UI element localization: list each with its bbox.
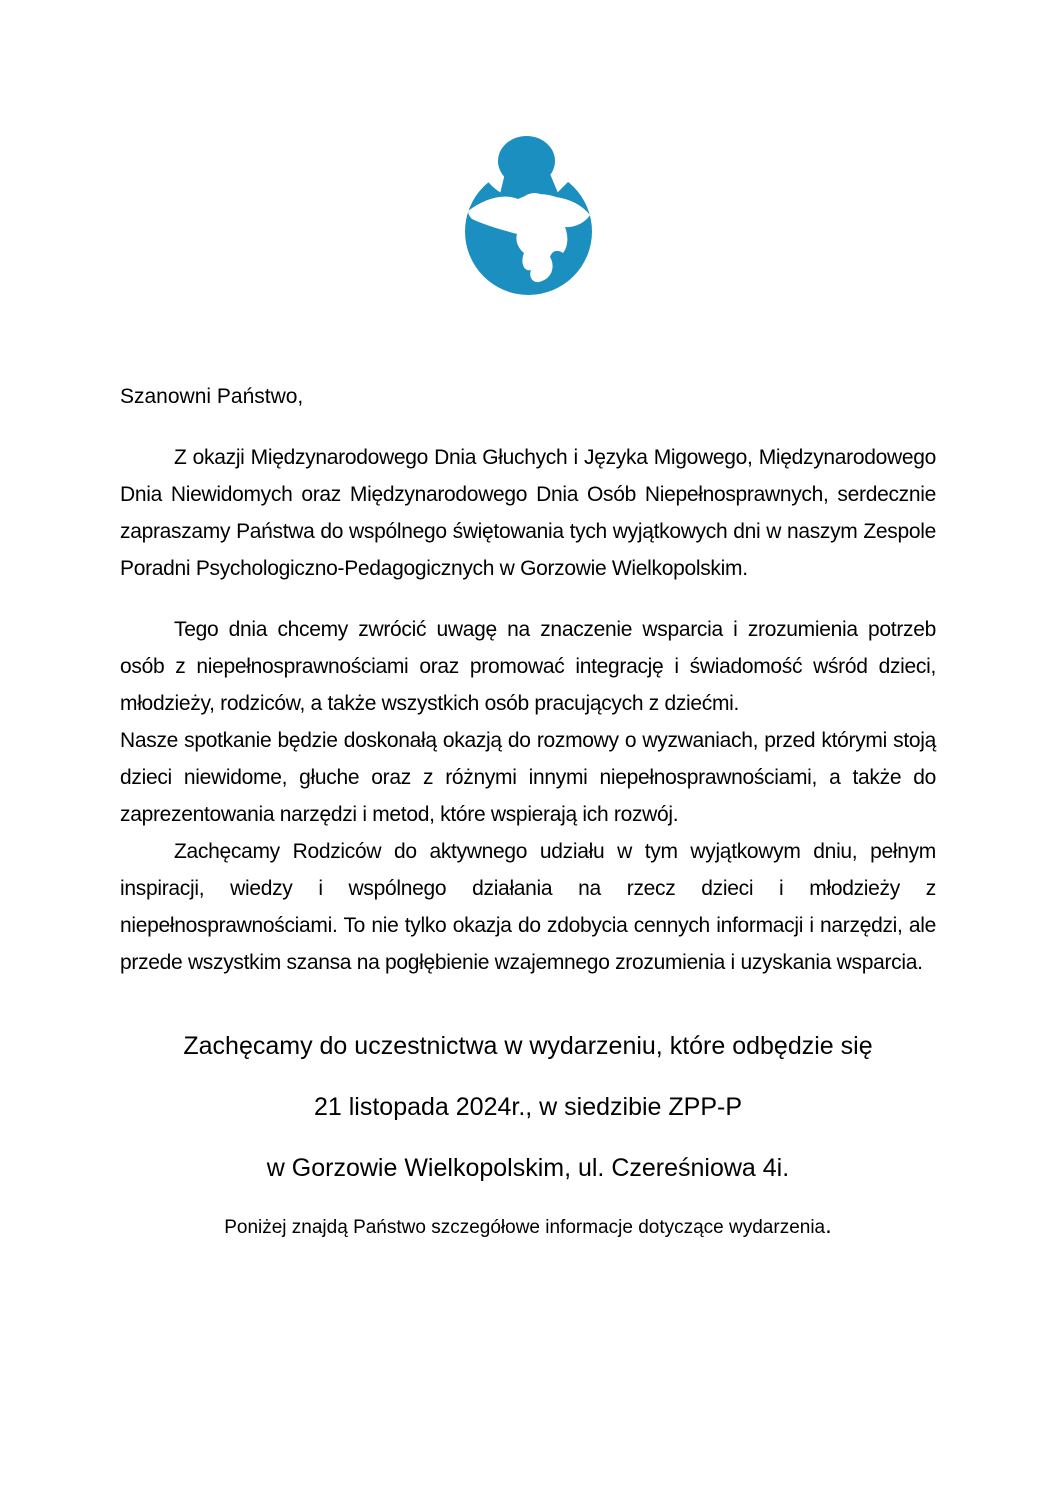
event-details xyxy=(120,1031,936,1240)
paragraph-purpose: Tego dnia chcemy zwrócić uwagę na znaczenie wsparcia i zrozumienia potrzeb osób z niepełnosprawnościami oraz promować integrację i świadomość wśród dzieci, młodzieży, rodziców, a także wszystkich osób pracujących z dziećmi. xyxy=(120,618,936,715)
paragraph-meeting-topics: Nasze spotkanie będzie doskonałą okazją do rozmowy o wyzwaniach, przed którymi stoją dzieci niewidome, głuche oraz z różnymi innymi niepełnosprawnościami, a także do zaprezentowania narzędzi i metod, które wspierają ich rozwój. xyxy=(120,729,936,826)
organization-logo xyxy=(462,133,596,295)
footnote xyxy=(120,1214,936,1240)
footnote-text: Poniżej znajdą Państwo szczegółowe informacje dotyczące wydarzenia xyxy=(224,1217,826,1238)
paragraph-invitation: Z okazji Międzynarodowego Dnia Głuchych i Języka Migowego, Międzynarodowego Dnia Niewidomych oraz Międzynarodowego Dnia Osób Niepełnosprawnych, serdecznie zapraszamy Państwa do wspólnego świętowania tych wyjątkowych dni w naszym Zespole Poradni Psychologiczno-Pedagogicznych w Gorzowie Wielkopolskim. xyxy=(120,446,936,580)
salutation: Szanowni Państwo, xyxy=(120,385,304,408)
event-date-line: 21 listopada 2024r., w siedzibie ZPP-P xyxy=(313,1093,742,1121)
footnote-period: . xyxy=(825,1212,832,1239)
parent-child-icon xyxy=(462,133,596,295)
paragraph-parents-encouragement: Zachęcamy Rodziców do aktywnego udziału w tym wyjątkowym dniu, pełnym inspiracji, wiedzy i wspólnego działania na rzecz dzieci i młodzieży z niepełnosprawnościami. To nie tylko okazja do zdobycia cennych informacji i narzędzi, ale przede wszystkim szansa na pogłębienie wzajemnego zrozumienia i uzyskania wsparcia. xyxy=(120,840,936,974)
event-invite-line: Zachęcamy do uczestnictwa w wydarzeniu, które odbędzie się xyxy=(183,1032,873,1060)
event-address-line: w Gorzowie Wielkopolskim, ul. Czereśniowa 4i. xyxy=(266,1154,790,1182)
letter-body xyxy=(120,378,936,1240)
